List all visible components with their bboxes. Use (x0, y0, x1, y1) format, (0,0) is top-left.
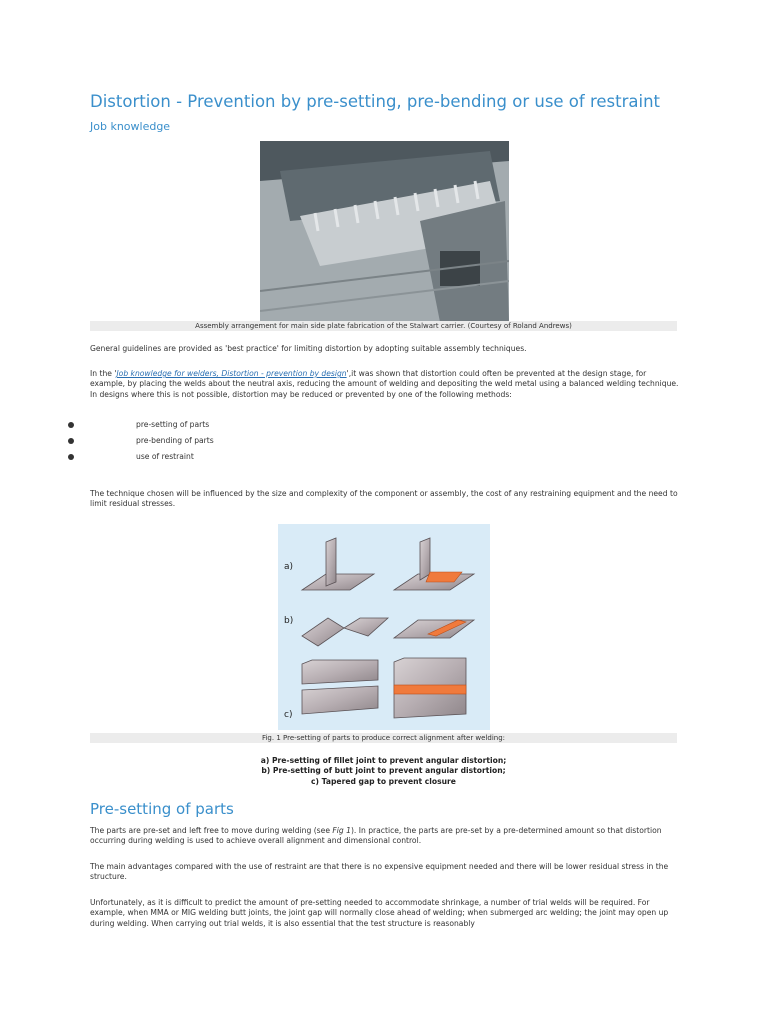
figure-desc-line: b) Pre-setting of butt joint to prevent angular distortion; (261, 766, 506, 776)
text-before-link: In the ' (90, 369, 117, 378)
section-heading: Pre-setting of parts (90, 800, 234, 818)
presetting-paragraph (90, 826, 680, 847)
figure-desc-line: a) Pre-setting of fillet joint to prevent angular distortion; (260, 756, 507, 765)
method-item: pre-setting of parts (136, 420, 210, 429)
photo-caption: Assembly arrangement for main side plate fabrication of the Stalwart carrier. (Courtesy of Roland Andrews) (90, 321, 677, 331)
fig-label-a: a) (284, 562, 294, 572)
text: The parts are pre-set and left free to move during welding (see (90, 826, 333, 835)
figure-caption: Fig. 1 Pre-setting of parts to produce correct alignment after welding: (90, 733, 677, 743)
method-item: pre-bending of parts (136, 436, 214, 445)
section-subtitle: Job knowledge (90, 120, 171, 133)
advantages-paragraph: The main advantages compared with the use of restraint are that there is no expensive equipment needed and there will be lower residual stress in the structure. (90, 862, 669, 882)
bullet-icon (68, 438, 74, 444)
presetting-diagram (278, 524, 490, 730)
figure-description (90, 756, 677, 787)
text: ). In practice, the parts are pre-set by a pre-determined amount so that distortion occurring during welding is used to achieve overall alignment and dimensional control. (90, 826, 662, 846)
method-item: use of restraint (136, 452, 194, 461)
intro-paragraph: General guidelines are provided as 'best practice' for limiting distortion by adopting suitable assembly techniques. (90, 344, 527, 353)
design-article-link[interactable]: Job knowledge for welders, Distortion - prevention by design (116, 369, 347, 378)
fig-label-c: c) (284, 710, 293, 720)
trial-welds-paragraph: Unfortunately, as it is difficult to predict the amount of pre-setting needed to accommodate shrinkage, a number of trial welds will be required. For example, when MMA or MIG welding butt joints, the joint gap will normally close ahead of welding; when submerged arc welding; the joint may open up during welding. When carrying out trial welds, it is also essential that the test structure is reasonably (90, 898, 669, 928)
text-after-link: ',it was shown that distortion could often be prevented at the design stage, for example, by placing the welds about the neutral axis, reducing the amount of welding and depositing the weld metal using a balanced welding technique. In designs where this is not possible, distortion may be reduced or prevented by one of the following methods: (90, 369, 679, 399)
fig-label-b: b) (284, 616, 294, 626)
bullet-icon (68, 422, 74, 428)
figure-desc-line: c) Tapered gap to prevent closure (311, 776, 456, 786)
bullet-icon (68, 454, 74, 460)
design-paragraph (90, 369, 680, 400)
assembly-photo (260, 141, 509, 322)
page-title: Distortion - Prevention by pre-setting, pre-bending or use of restraint (90, 92, 660, 111)
technique-paragraph: The technique chosen will be influenced by the size and complexity of the component or assembly, the cost of any restraining equipment and the need to limit residual stresses. (90, 489, 678, 509)
figure-reference: Fig 1 (332, 826, 351, 835)
